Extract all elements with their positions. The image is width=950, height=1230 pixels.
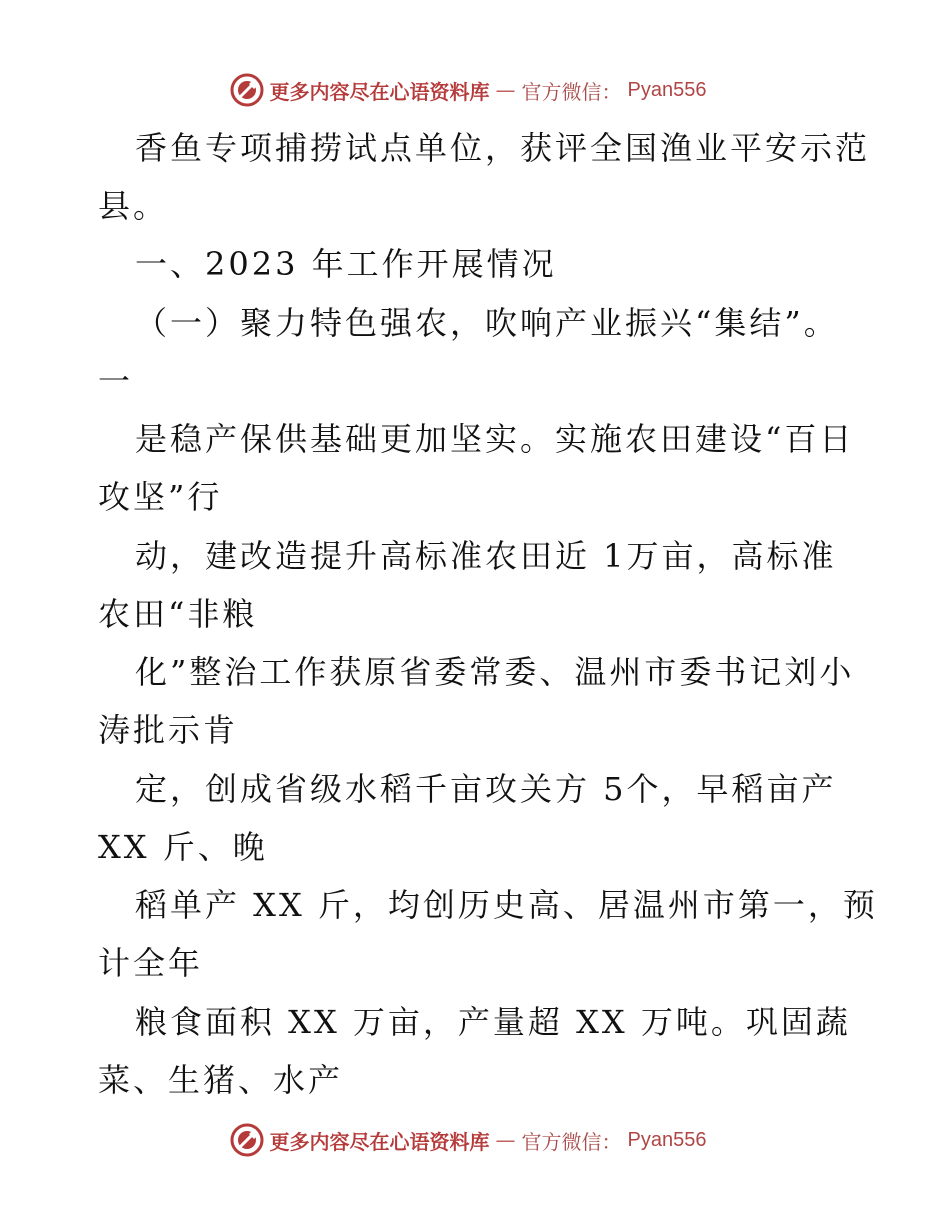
text-line: 动，建改造提升高标准农田近 1万亩，高标准 bbox=[135, 537, 837, 575]
text-line: 涛批示肯 bbox=[98, 711, 239, 749]
header-wechat-account: Pyan556 bbox=[627, 78, 707, 101]
footer-dash: — bbox=[495, 1128, 516, 1152]
text-line: 攻坚”行 bbox=[98, 478, 223, 516]
footer-banner bbox=[0, 1120, 950, 1160]
text-line: 是稳产保供基础更加坚实。实施农田建设“百日 bbox=[135, 420, 855, 458]
text-line: 粮食面积 XX 万亩，产量超 XX 万吨。巩固蔬 bbox=[135, 1003, 851, 1041]
brand-logo-icon bbox=[230, 73, 264, 107]
text-line: 菜、生猪、水产 bbox=[98, 1061, 344, 1099]
text-line: 县。 bbox=[98, 187, 169, 225]
brand-logo-icon bbox=[230, 1123, 264, 1157]
footer-wechat-label: 官方微信： bbox=[521, 1129, 622, 1154]
text-line: （一）聚力特色强农，吹响产业振兴“集结”。 bbox=[135, 304, 839, 342]
text-line: 定，创成省级水稻千亩攻关方 5个，早稻亩产 bbox=[135, 770, 837, 808]
footer-brand-text: 更多内容尽在心语资料库 bbox=[269, 1129, 490, 1154]
header-wechat-label: 官方微信： bbox=[521, 79, 622, 104]
header-banner bbox=[0, 70, 950, 110]
text-line: XX 斤、晚 bbox=[98, 828, 268, 866]
text-line: 一 bbox=[98, 362, 134, 400]
text-line: 一、2023 年工作开展情况 bbox=[135, 245, 557, 283]
header-banner-inner bbox=[230, 73, 707, 107]
header-brand-text: 更多内容尽在心语资料库 bbox=[269, 79, 490, 104]
footer-wechat-account: Pyan556 bbox=[627, 1128, 707, 1151]
header-dash: — bbox=[495, 78, 516, 102]
text-line: 化”整治工作获原省委常委、温州市委书记刘小 bbox=[135, 653, 855, 691]
footer-banner-inner bbox=[230, 1123, 707, 1157]
text-line: 香鱼专项捕捞试点单位，获评全国渔业平安示范 bbox=[135, 129, 871, 167]
text-line: 稻单产 XX 斤，均创历史高、居温州市第一，预 bbox=[135, 886, 878, 924]
text-line: 计全年 bbox=[98, 944, 204, 982]
text-line: 农田“非粮 bbox=[98, 595, 258, 633]
